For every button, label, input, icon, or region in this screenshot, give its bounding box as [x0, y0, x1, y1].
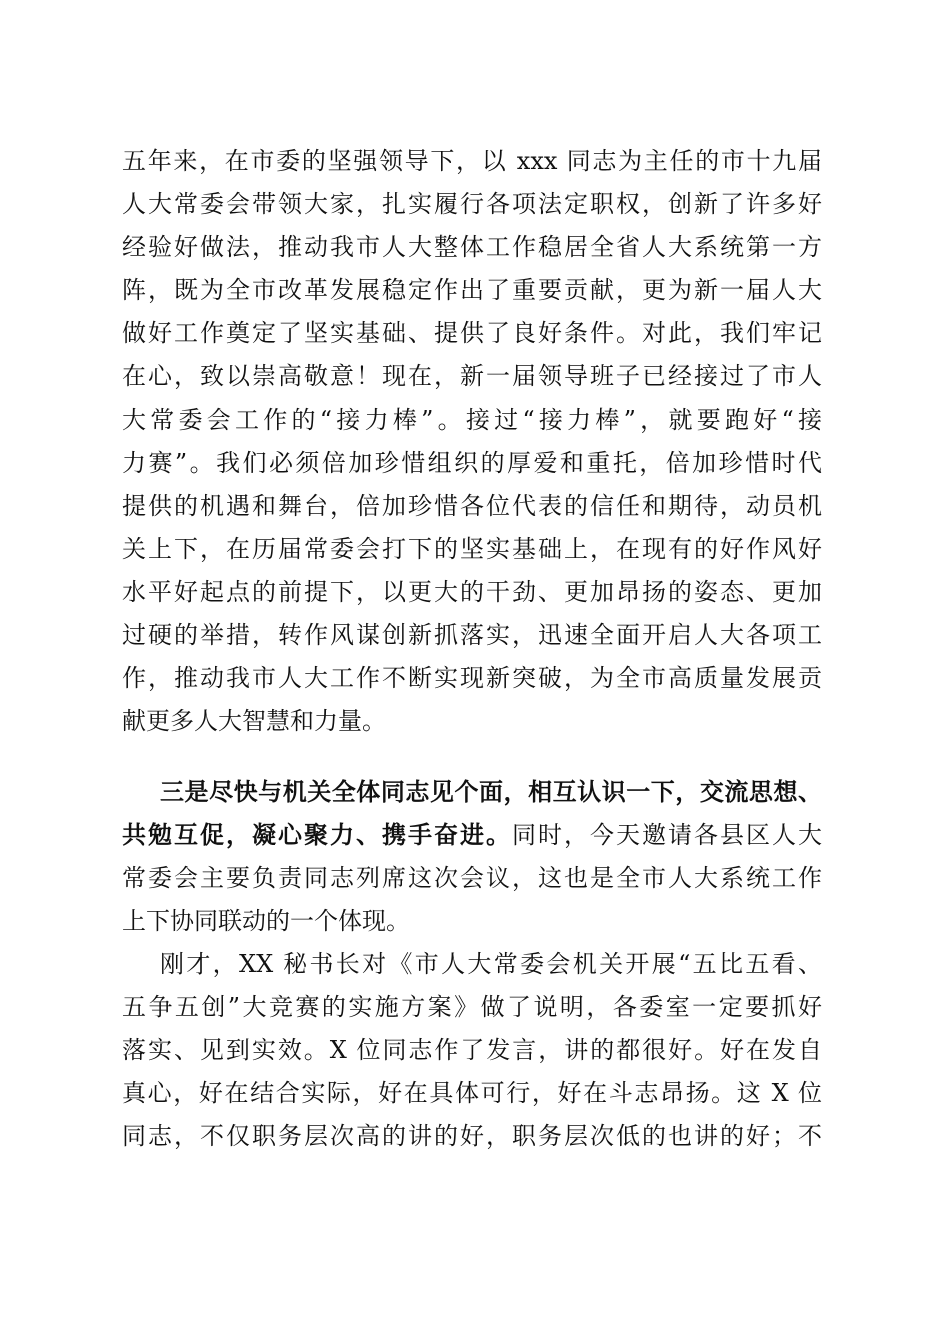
text-line: 在心，致以崇高敬意！现在，新一届领导班子已经接过了市人 [122, 362, 822, 391]
text-line: 提供的机遇和舞台，倍加珍惜各位代表的信任和期待，动员机 [122, 491, 822, 520]
text-line: 水平好起点的前提下，以更大的干劲、更加昂扬的姿态、更加 [122, 577, 822, 606]
text-line: 上下协同联动的一个体现。 [122, 906, 410, 935]
text-line: 五争五创”大竞赛的实施方案》做了说明，各委室一定要抓好 [122, 992, 822, 1021]
paragraph-2 [122, 770, 822, 942]
text-segment: 同时，今天邀请各县区人大 [512, 821, 822, 850]
text-line: 经验好做法，推动我市人大整体工作稳居全省人大系统第一方 [122, 233, 822, 262]
text-line: 落实、见到实效。X 位同志作了发言，讲的都很好。好在发自 [122, 1035, 822, 1064]
text-line: 五年来，在市委的坚强领导下，以 xxx 同志为主任的市十九届 [122, 147, 822, 175]
text-line: 大常委会工作的“接力棒”。接过“接力棒”，就要跑好“接 [122, 405, 822, 434]
text-line: 做好工作奠定了坚实基础、提供了良好条件。对此，我们牢记 [122, 319, 822, 348]
text-line: 真心，好在结合实际，好在具体可行，好在斗志昂扬。这 X 位 [122, 1078, 822, 1107]
text-line: 常委会主要负责同志列席这次会议，这也是全市人大系统工作 [122, 863, 822, 892]
document-page [122, 140, 822, 1158]
text-line: 人大常委会带领大家，扎实履行各项法定职权，创新了许多好 [122, 190, 822, 219]
bold-lead-text: 共勉互促，凝心聚力、携手奋进。 [122, 820, 512, 850]
text-line: 同志，不仅职务层次高的讲的好，职务层次低的也讲的好；不 [122, 1122, 822, 1151]
text-line: 关上下，在历届常委会打下的坚实基础上，在现有的好作风好 [122, 534, 822, 563]
bold-lead-line: 三是尽快与机关全体同志见个面，相互认识一下，交流思想、 [160, 777, 822, 807]
text-line: 献更多人大智慧和力量。 [122, 707, 386, 736]
text-line: 力赛”。我们必须倍加珍惜组织的厚爱和重托，倍加珍惜时代 [122, 448, 822, 477]
text-line: 刚才，XX 秘书长对《市人大常委会机关开展“五比五看、 [160, 949, 822, 978]
text-line: 阵，既为全市改革发展稳定作出了重要贡献，更为新一届人大 [122, 276, 822, 305]
paragraph-3 [122, 943, 822, 1158]
text-line: 作，推动我市人大工作不断实现新突破，为全市高质量发展贡 [122, 664, 822, 693]
paragraph-1 [122, 140, 822, 743]
text-line: 过硬的举措，转作风谋创新抓落实，迅速全面开启人大各项工 [122, 621, 822, 650]
text-line [122, 813, 822, 856]
